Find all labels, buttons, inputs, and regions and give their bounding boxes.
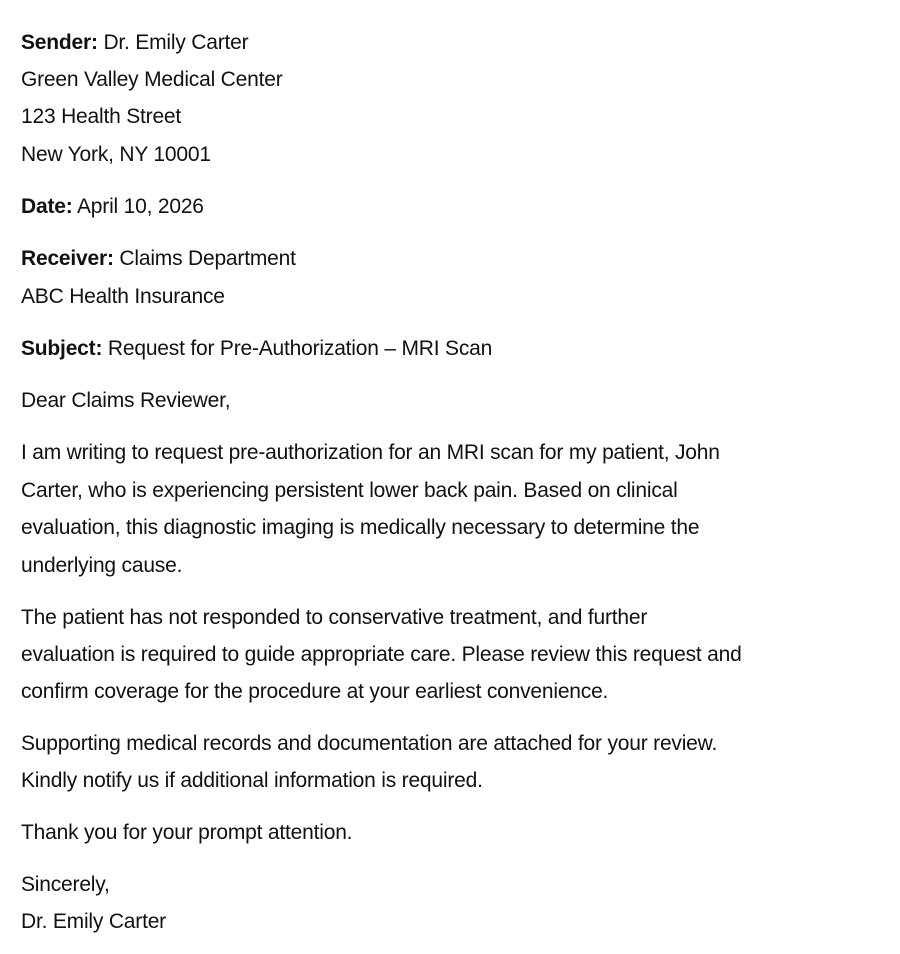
sender-name: Dr. Emily Carter <box>103 31 249 54</box>
receiver-department: Claims Department <box>119 247 296 270</box>
subject-value: Request for Pre-Authorization – MRI Scan <box>107 337 493 360</box>
paragraph-2-line: The patient has not responded to conservative treatment, and further <box>21 606 648 629</box>
paragraph-1-line: underlying cause. <box>21 554 183 577</box>
sender-city-state-zip: New York, NY 10001 <box>21 143 211 166</box>
date-value: April 10, 2026 <box>77 195 204 218</box>
paragraph-2-line: confirm coverage for the procedure at your earliest convenience. <box>21 680 609 703</box>
paragraph-1-line: I am writing to request pre-authorization for an MRI scan for my patient, John <box>21 441 720 464</box>
paragraph-1-line: evaluation, this diagnostic imaging is medically necessary to determine the <box>21 516 700 539</box>
valediction: Sincerely, <box>21 873 110 896</box>
paragraph-1-line: Carter, who is experiencing persistent lower back pain. Based on clinical <box>21 479 678 502</box>
date-label: Date: <box>21 195 73 218</box>
signature: Dr. Emily Carter <box>21 910 166 933</box>
paragraph-4-line: Thank you for your prompt attention. <box>21 821 353 844</box>
sender-line <box>21 30 248 56</box>
sender-street: 123 Health Street <box>21 105 182 128</box>
date-line <box>21 194 204 220</box>
salutation: Dear Claims Reviewer, <box>21 389 231 412</box>
sender-organization: Green Valley Medical Center <box>21 68 283 91</box>
paragraph-2-line: evaluation is required to guide appropriate care. Please review this request and <box>21 643 742 666</box>
subject-line <box>21 336 492 362</box>
paragraph-3-line: Kindly notify us if additional information is required. <box>21 769 483 792</box>
receiver-label: Receiver: <box>21 247 114 270</box>
sender-label: Sender: <box>21 31 98 54</box>
receiver-company: ABC Health Insurance <box>21 285 225 308</box>
subject-label: Subject: <box>21 337 103 360</box>
paragraph-3-line: Supporting medical records and documentation are attached for your review. <box>21 732 718 755</box>
receiver-line <box>21 246 296 272</box>
